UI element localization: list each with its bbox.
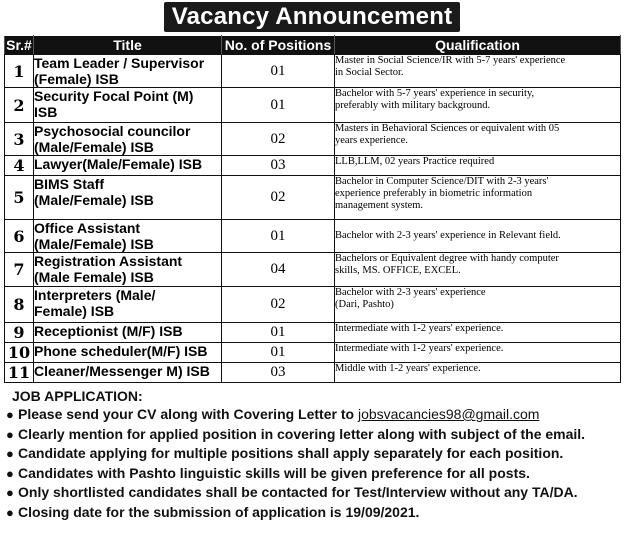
bullet-icon: ● bbox=[6, 504, 14, 520]
row-qualification-cell bbox=[335, 287, 621, 323]
row-title: Phone scheduler(M/F) ISB bbox=[34, 343, 208, 359]
row-sr: 9 bbox=[5, 323, 34, 343]
row-title-cell bbox=[34, 253, 222, 287]
row-positions: 01 bbox=[222, 88, 335, 123]
row-qualification-cell bbox=[335, 176, 621, 220]
row-title-cell bbox=[34, 343, 222, 363]
header-qualification: Qualification bbox=[335, 36, 621, 55]
row-qualification-cell bbox=[335, 253, 621, 287]
row-qualification-cell bbox=[335, 88, 621, 123]
row-positions: 02 bbox=[222, 287, 335, 323]
row-qualification-cell bbox=[335, 323, 621, 343]
list-item bbox=[6, 483, 620, 503]
instruction-text: Only shortlisted candidates shall be contacted for Test/Interview without any TA/DA. bbox=[18, 484, 578, 500]
row-positions: 03 bbox=[222, 156, 335, 176]
row-title-cell bbox=[34, 88, 222, 123]
list-item bbox=[6, 503, 620, 523]
row-qualification: Masters in Behavioral Sciences or equivalent with 05 years experience. bbox=[335, 123, 560, 146]
row-title: Cleaner/Messenger M) ISB bbox=[34, 363, 210, 379]
list-item bbox=[6, 405, 620, 425]
row-sr: 8 bbox=[5, 287, 34, 323]
row-qualification: Bachelor with 5-7 years' experience in security, preferably with military background. bbox=[335, 88, 535, 111]
row-qualification: LLB,LLM, 02 years Practice required bbox=[335, 156, 495, 167]
row-sr: 4 bbox=[5, 156, 34, 176]
row-title: Security Focal Point (M) ISB bbox=[34, 88, 194, 120]
header-sr: Sr.# bbox=[6, 37, 32, 53]
table-row bbox=[5, 363, 621, 383]
job-application-heading: JOB APPLICATION: bbox=[12, 388, 143, 404]
row-sr: 3 bbox=[5, 123, 34, 156]
row-sr: 5 bbox=[5, 176, 34, 220]
row-title-cell bbox=[34, 363, 222, 383]
instruction-text: Please send your CV along with Covering Letter to bbox=[18, 406, 355, 422]
bullet-icon: ● bbox=[6, 426, 14, 442]
row-title-cell bbox=[34, 176, 222, 220]
table-header-row bbox=[5, 36, 621, 55]
bullet-icon: ● bbox=[6, 407, 14, 422]
row-positions: 01 bbox=[222, 323, 335, 343]
row-title: Office Assistant (Male/Female) ISB bbox=[34, 220, 154, 252]
vacancy-table bbox=[4, 35, 621, 383]
row-sr: 1 bbox=[5, 55, 34, 88]
row-positions: 03 bbox=[222, 363, 335, 383]
row-title: Psychosocial councilor (Male/Female) ISB bbox=[34, 123, 191, 155]
row-title: Team Leader / Supervisor (Female) ISB bbox=[34, 55, 205, 87]
instruction-text: Candidates with Pashto linguistic skills will be given preference for all posts. bbox=[18, 464, 530, 481]
row-title: Interpreters (Male/ Female) ISB bbox=[34, 287, 156, 319]
header-positions: No. of Positions bbox=[222, 36, 335, 55]
table-row bbox=[5, 220, 621, 253]
instruction-text: Closing date for the submission of application is 19/09/2021. bbox=[18, 503, 420, 520]
row-title-cell bbox=[34, 55, 222, 88]
table-row bbox=[5, 156, 621, 176]
row-qualification: Bachelor with 2-3 years' experience in Relevant field. bbox=[335, 230, 561, 241]
row-qualification: Bachelor with 2-3 years' experience (Dari, Pashto) bbox=[335, 287, 486, 310]
row-title: Lawyer(Male/Female) ISB bbox=[34, 156, 203, 172]
email-link[interactable]: jobsvacancies98@gmail.com bbox=[357, 406, 540, 422]
table-row bbox=[5, 55, 621, 88]
bullet-icon: ● bbox=[6, 465, 14, 481]
row-sr: 2 bbox=[5, 88, 34, 123]
table-row bbox=[5, 176, 621, 220]
row-qualification: Bachelor in Computer Science/DIT with 2-3 years' experience preferably in biometric information management system. bbox=[335, 176, 549, 211]
table-row bbox=[5, 287, 621, 323]
bullet-icon: ● bbox=[6, 446, 14, 461]
row-qualification-cell bbox=[335, 363, 621, 383]
row-sr: 6 bbox=[5, 220, 34, 253]
row-qualification: Bachelors or Equivalent degree with handy computer skills, MS. OFFICE, EXCEL. bbox=[335, 253, 559, 276]
table-row bbox=[5, 88, 621, 123]
row-sr: 10 bbox=[5, 343, 34, 363]
row-qualification-cell bbox=[335, 156, 621, 176]
row-title: BIMS Staff (Male/Female) ISB bbox=[34, 176, 154, 208]
row-qualification: Intermediate with 1-2 years' experience. bbox=[335, 343, 504, 354]
page-title: Vacancy Announcement bbox=[164, 2, 460, 32]
row-qualification-cell bbox=[335, 220, 621, 253]
instruction-text: Clearly mention for applied position in covering letter along with subject of the email. bbox=[18, 425, 586, 442]
row-positions: 01 bbox=[222, 220, 335, 253]
row-qualification: Intermediate with 1-2 years' experience. bbox=[335, 323, 504, 334]
row-title-cell bbox=[34, 287, 222, 323]
row-positions: 01 bbox=[222, 343, 335, 363]
list-item bbox=[6, 425, 620, 445]
instructions-list bbox=[6, 405, 620, 522]
row-positions: 01 bbox=[222, 55, 335, 88]
row-title: Registration Assistant (Male Female) ISB bbox=[34, 253, 183, 285]
table-row bbox=[5, 343, 621, 363]
row-positions: 02 bbox=[222, 123, 335, 156]
row-title-cell bbox=[34, 323, 222, 343]
header-title: Title bbox=[34, 36, 222, 55]
row-title-cell bbox=[34, 220, 222, 253]
row-sr: 11 bbox=[5, 363, 34, 383]
bullet-icon: ● bbox=[6, 485, 14, 500]
row-positions: 02 bbox=[222, 176, 335, 220]
row-qualification-cell bbox=[335, 123, 621, 156]
instruction-text: Candidate applying for multiple positions shall apply separately for each position. bbox=[18, 445, 564, 461]
row-sr: 7 bbox=[5, 253, 34, 287]
row-title-cell bbox=[34, 156, 222, 176]
table-row bbox=[5, 253, 621, 287]
row-positions: 04 bbox=[222, 253, 335, 287]
table-row bbox=[5, 123, 621, 156]
row-qualification-cell bbox=[335, 343, 621, 363]
list-item bbox=[6, 444, 620, 464]
job-application-section bbox=[6, 387, 620, 522]
row-qualification: Master in Social Science/IR with 5-7 years' experience in Social Sector. bbox=[335, 55, 566, 78]
row-title: Receptionist (M/F) ISB bbox=[34, 323, 183, 339]
row-title-cell bbox=[34, 123, 222, 156]
row-qualification-cell bbox=[335, 55, 621, 88]
row-qualification: Middle with 1-2 years' experience. bbox=[335, 363, 481, 374]
table-row bbox=[5, 323, 621, 343]
list-item bbox=[6, 464, 620, 484]
